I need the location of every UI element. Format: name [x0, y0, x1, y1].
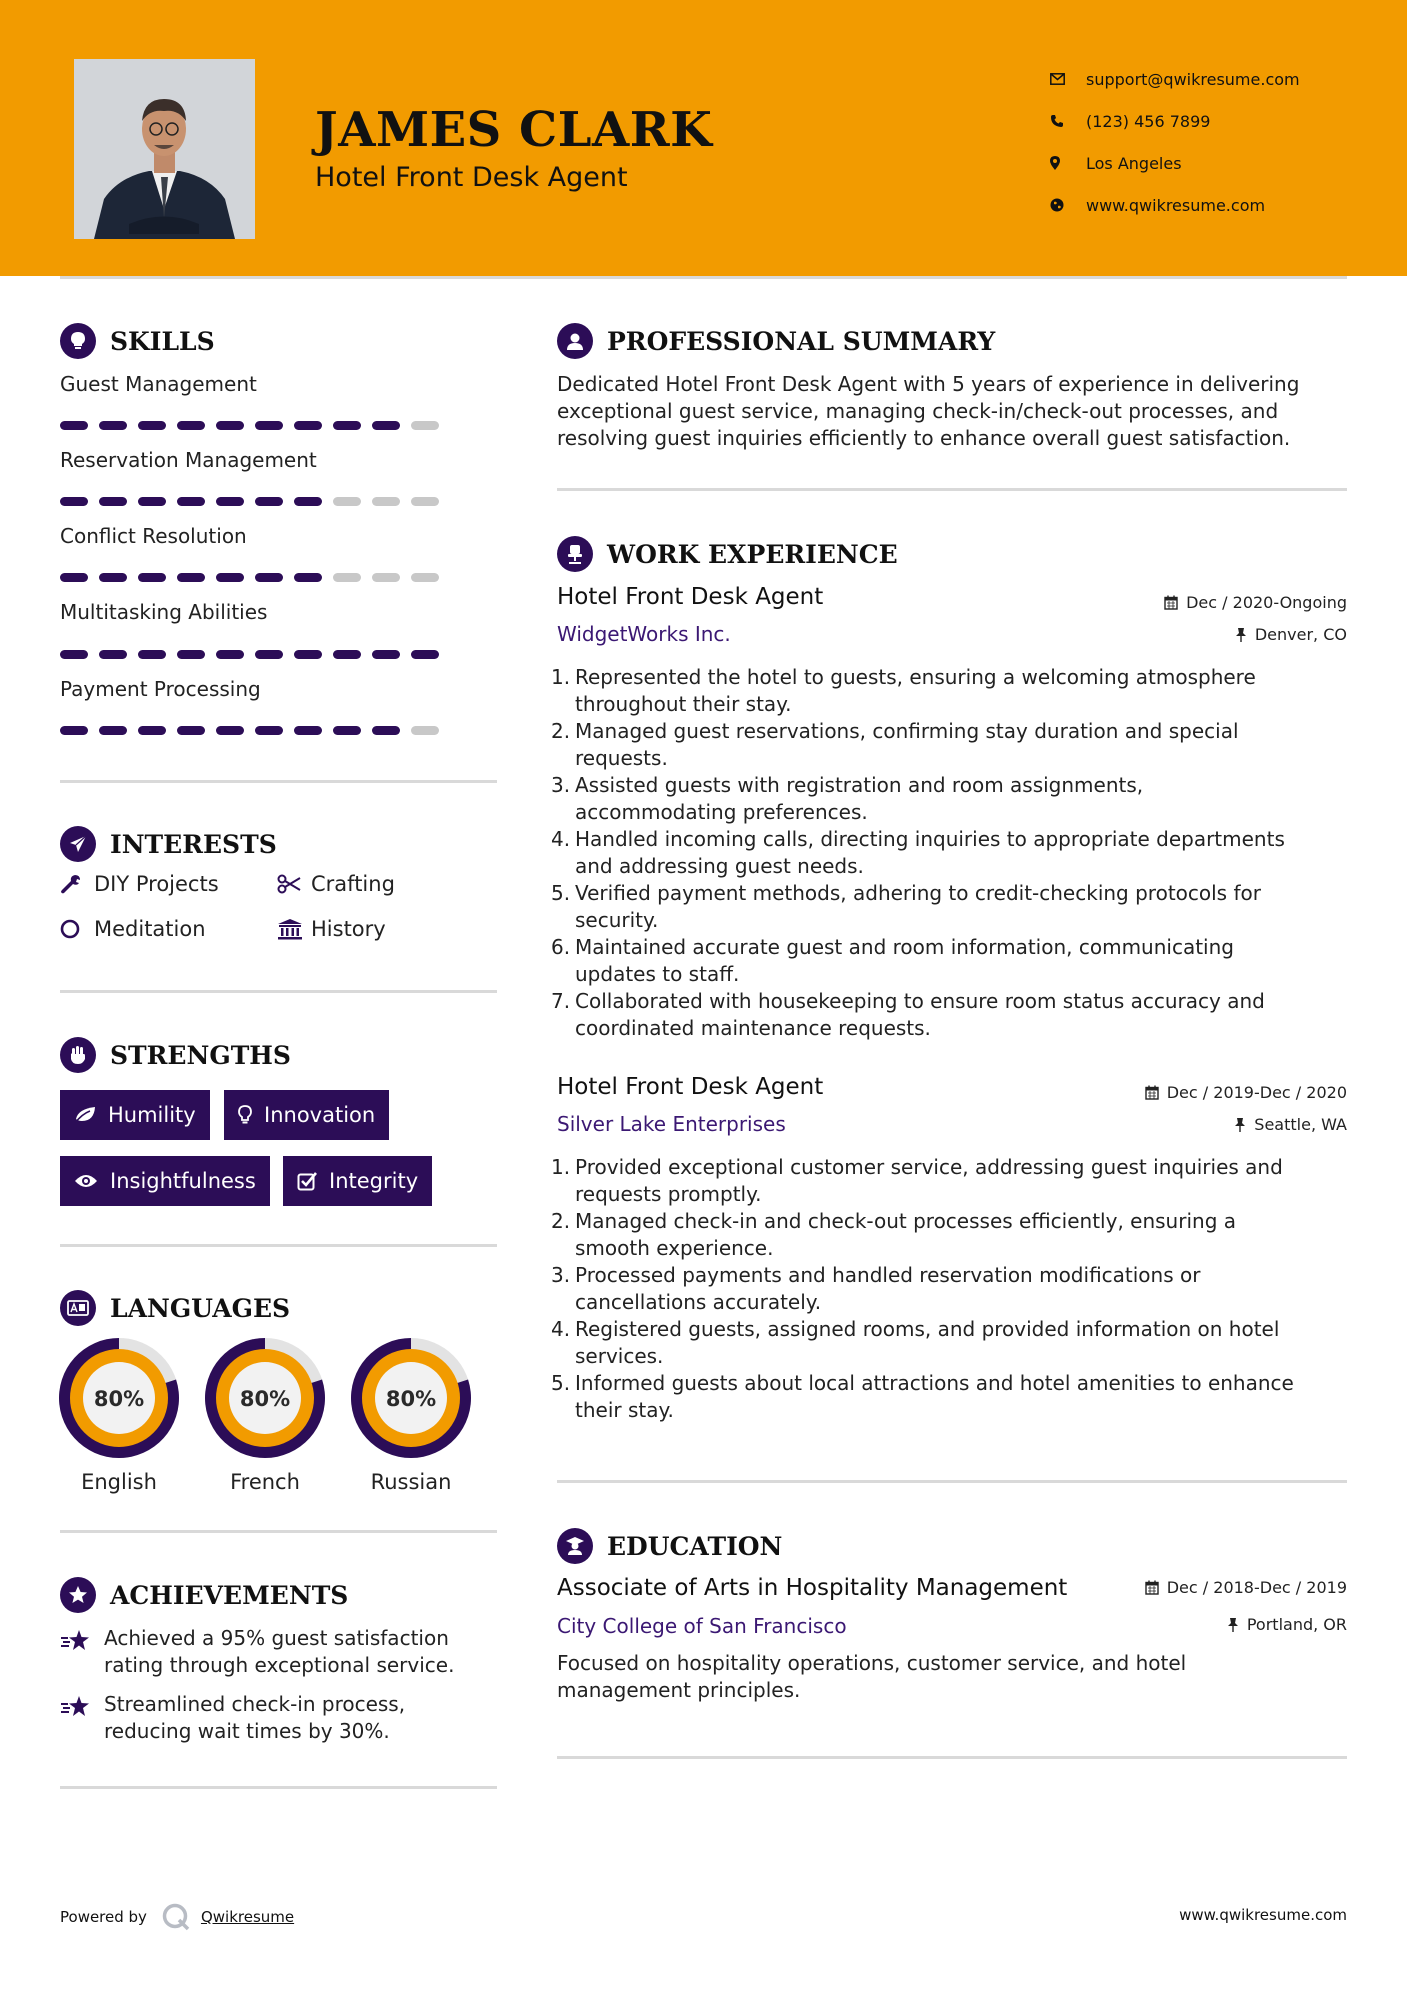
star-badge-icon: [60, 1577, 96, 1613]
section-divider: [60, 1530, 497, 1533]
contact-website[interactable]: [1050, 184, 1300, 226]
skill-dash-empty: [372, 573, 400, 582]
paper-plane-icon: [60, 826, 96, 862]
section-divider: [557, 1756, 1347, 1759]
job-location-text: Seattle, WA: [1254, 1115, 1347, 1134]
pushpin-icon: [1234, 1117, 1246, 1133]
summary-text: [557, 371, 1299, 452]
eye-icon: [74, 1173, 98, 1189]
strength-label: Humility: [108, 1103, 196, 1127]
phone-icon: [1050, 114, 1086, 128]
duty-item: 6. Maintained accurate guest and room information, communicating updates to staff.: [551, 935, 1234, 986]
language-label: French: [230, 1470, 300, 1494]
summary-line: resolving guest inquiries efficiently to enhance overall guest satisfaction.: [557, 426, 1291, 450]
company-name: Silver Lake Enterprises: [557, 1112, 786, 1136]
skill-label: Multitasking Abilities: [60, 600, 268, 624]
pushpin-icon: [1227, 1617, 1239, 1633]
header-divider: [60, 276, 1347, 279]
section-divider: [60, 780, 497, 783]
skill-dash-filled: [60, 573, 88, 582]
section-divider: [60, 1786, 497, 1789]
job-location: [1235, 625, 1347, 644]
school-name: City College of San Francisco: [557, 1614, 847, 1638]
contact-email-text: support@qwikresume.com: [1086, 69, 1300, 89]
duty-item: 4. Registered guests, assigned rooms, and provided information on hotel services.: [551, 1317, 1280, 1368]
duty-item: 4. Handled incoming calls, directing inquiries to appropriate departments and addressing guest needs.: [551, 827, 1285, 878]
skills-title: SKILLS: [110, 326, 215, 356]
interest-label: DIY Projects: [94, 872, 219, 896]
interests-heading: [60, 826, 277, 862]
strength-tag: [60, 1156, 270, 1206]
skill-dash-filled: [177, 650, 205, 659]
skill-label: Reservation Management: [60, 448, 317, 472]
contact-phone-text: (123) 456 7899: [1086, 111, 1211, 131]
skill-dash-filled: [372, 650, 400, 659]
skill-dash-empty: [411, 726, 439, 735]
strength-tag: [60, 1090, 210, 1140]
pushpin-icon: [1235, 627, 1247, 643]
candidate-role: Hotel Front Desk Agent: [315, 162, 628, 193]
wrench-icon: [60, 873, 94, 895]
duty-item: 1. Provided exceptional customer service, addressing guest inquiries and requests promptly.: [551, 1155, 1283, 1206]
envelope-icon: [1050, 73, 1086, 85]
skill-dash-filled: [60, 421, 88, 430]
interest-label: Meditation: [94, 917, 206, 941]
language-percent: 80%: [239, 1387, 291, 1411]
skill-dash-empty: [411, 421, 439, 430]
skill-dash-filled: [294, 650, 322, 659]
resume-header: [0, 0, 1407, 276]
summary-heading: [557, 323, 995, 359]
calendar-icon: [1164, 595, 1178, 610]
skill-dash-filled: [294, 497, 322, 506]
language-item: [349, 1336, 473, 1494]
user-icon: [557, 323, 593, 359]
achievements-title: ACHIEVEMENTS: [110, 1580, 349, 1610]
office-chair-icon: [557, 536, 593, 572]
language-percent: 80%: [385, 1387, 437, 1411]
skill-dash-filled: [138, 650, 166, 659]
circle-icon: [60, 918, 94, 940]
profile-photo: [74, 59, 255, 239]
contact-email[interactable]: [1050, 58, 1300, 100]
skill-dash-filled: [294, 573, 322, 582]
strength-tag: [224, 1090, 389, 1140]
lightbulb-icon: [60, 323, 96, 359]
skill-dash-filled: [216, 726, 244, 735]
strength-label: Insightfulness: [110, 1169, 256, 1193]
interest-label: History: [311, 917, 386, 941]
skill-bar: [60, 573, 450, 582]
lightbulb-icon: [238, 1105, 252, 1125]
languages-title: LANGUAGES: [110, 1293, 291, 1323]
job-date: [1145, 1083, 1347, 1102]
skill-bar: [60, 497, 450, 506]
duty-item: 1. Represented the hotel to guests, ensuring a welcoming atmosphere throughout their stay.: [551, 665, 1256, 716]
interest-item: [277, 872, 395, 896]
skill-dash-filled: [138, 497, 166, 506]
interest-item: [60, 917, 206, 941]
language-gauge: [203, 1336, 327, 1460]
duty-item: 7. Collaborated with housekeeping to ensure room status accuracy and coordinated maintenance requests.: [551, 989, 1265, 1040]
education-location: [1227, 1615, 1347, 1634]
duty-item: 3. Assisted guests with registration and room assignments, accommodating preferences.: [551, 773, 1144, 824]
skill-label: Guest Management: [60, 372, 257, 396]
job-title: Hotel Front Desk Agent: [557, 584, 824, 610]
job-duties-list: [551, 1154, 1337, 1424]
skill-dash-filled: [177, 726, 205, 735]
contact-location-text: Los Angeles: [1086, 153, 1182, 173]
job-location-text: Denver, CO: [1254, 625, 1347, 644]
language-item: [203, 1336, 327, 1494]
skill-dash-filled: [138, 421, 166, 430]
achievement-text: Achieved a 95% guest satisfaction: [104, 1626, 449, 1650]
strengths-title: STRENGTHS: [110, 1040, 291, 1070]
skill-label: Conflict Resolution: [60, 524, 247, 548]
footer-powered-by: [60, 1902, 294, 1932]
contact-location: [1050, 142, 1300, 184]
calendar-icon: [1145, 1085, 1159, 1100]
skill-dash-filled: [60, 497, 88, 506]
section-divider: [60, 990, 497, 993]
skill-dash-filled: [99, 421, 127, 430]
skill-dash-filled: [99, 573, 127, 582]
fist-icon: [60, 1037, 96, 1073]
skill-dash-empty: [333, 573, 361, 582]
duty-item: 2. Managed check-in and check-out processes efficiently, ensuring a smooth experience.: [551, 1209, 1236, 1260]
duty-item: 5. Informed guests about local attractions and hotel amenities to enhance their stay.: [551, 1371, 1294, 1422]
job-date: [1164, 593, 1347, 612]
shooting-star-icon: [60, 1625, 104, 1679]
powered-by-text: Powered by: [60, 1908, 147, 1926]
interest-item: [60, 872, 219, 896]
education-line: Focused on hospitality operations, customer service, and hotel: [557, 1651, 1187, 1675]
achievement-item: [60, 1691, 405, 1745]
language-icon: [60, 1290, 96, 1326]
duty-item: 2. Managed guest reservations, confirming stay duration and special requests.: [551, 719, 1239, 770]
skill-dash-filled: [138, 573, 166, 582]
education-date-text: Dec / 2018-Dec / 2019: [1166, 1578, 1347, 1597]
language-label: English: [81, 1470, 157, 1494]
skills-heading: [60, 323, 215, 359]
achievement-text: Streamlined check-in process,: [104, 1692, 406, 1716]
skill-dash-filled: [255, 573, 283, 582]
experience-heading: [557, 536, 898, 572]
skill-dash-filled: [99, 726, 127, 735]
education-date: [1145, 1578, 1347, 1597]
strengths-heading: [60, 1037, 291, 1073]
education-title: EDUCATION: [607, 1531, 783, 1561]
experience-title: WORK EXPERIENCE: [607, 539, 898, 569]
footer-url[interactable]: www.qwikresume.com: [1179, 1906, 1347, 1924]
skill-dash-empty: [411, 573, 439, 582]
language-gauge: [57, 1336, 181, 1460]
skill-dash-filled: [333, 421, 361, 430]
skill-bar: [60, 421, 450, 430]
qwikresume-link[interactable]: Qwikresume: [200, 1908, 295, 1926]
skill-dash-filled: [333, 726, 361, 735]
education-description: [557, 1650, 1186, 1704]
degree-title: Associate of Arts in Hospitality Management: [557, 1575, 1068, 1601]
skill-dash-filled: [60, 726, 88, 735]
skill-dash-filled: [255, 497, 283, 506]
skill-dash-empty: [333, 497, 361, 506]
globe-icon: [1050, 198, 1086, 212]
skill-dash-filled: [177, 573, 205, 582]
contact-phone[interactable]: [1050, 100, 1300, 142]
language-percent: 80%: [93, 1387, 145, 1411]
job-date-text: Dec / 2019-Dec / 2020: [1166, 1083, 1347, 1102]
skill-dash-filled: [138, 726, 166, 735]
map-marker-icon: [1050, 156, 1086, 170]
language-item: [57, 1336, 181, 1494]
leaf-icon: [74, 1106, 96, 1124]
interest-label: Crafting: [311, 872, 395, 896]
skill-dash-filled: [216, 650, 244, 659]
skill-bar: [60, 726, 450, 735]
achievement-text: reducing wait times by 30%.: [104, 1719, 390, 1743]
skill-dash-filled: [372, 726, 400, 735]
duty-item: 3. Processed payments and handled reservation modifications or cancellations accurately.: [551, 1263, 1201, 1314]
job-duties-list: [551, 664, 1337, 1042]
skill-dash-empty: [372, 497, 400, 506]
language-gauge: [349, 1336, 473, 1460]
interests-title: INTERESTS: [110, 829, 277, 859]
skill-dash-filled: [294, 726, 322, 735]
company-name: WidgetWorks Inc.: [557, 622, 731, 646]
languages-heading: [60, 1290, 290, 1326]
education-heading: [557, 1528, 782, 1564]
education-line: management principles.: [557, 1678, 801, 1702]
achievement-item: [60, 1625, 454, 1679]
scissors-icon: [277, 874, 311, 894]
skill-dash-filled: [99, 650, 127, 659]
museum-icon: [277, 918, 311, 940]
skill-dash-filled: [177, 421, 205, 430]
skill-dash-filled: [216, 573, 244, 582]
contact-website-text: www.qwikresume.com: [1086, 195, 1266, 215]
graduate-icon: [557, 1528, 593, 1564]
skill-dash-filled: [294, 421, 322, 430]
achievement-text: rating through exceptional service.: [104, 1653, 455, 1677]
skill-dash-filled: [255, 726, 283, 735]
candidate-name: JAMES CLARK: [315, 102, 713, 158]
skill-dash-filled: [372, 421, 400, 430]
skill-bar: [60, 650, 450, 659]
skill-dash-filled: [255, 650, 283, 659]
section-divider: [557, 488, 1347, 491]
summary-line: Dedicated Hotel Front Desk Agent with 5 years of experience in delivering: [557, 372, 1300, 396]
strength-label: Integrity: [329, 1169, 419, 1193]
interest-item: [277, 917, 386, 941]
skill-dash-empty: [411, 497, 439, 506]
skill-dash-filled: [60, 650, 88, 659]
skill-dash-filled: [216, 497, 244, 506]
achievements-heading: [60, 1577, 348, 1613]
qwikresume-logo-icon: [161, 1902, 191, 1932]
job-date-text: Dec / 2020-Ongoing: [1186, 593, 1347, 612]
duty-item: 5. Verified payment methods, adhering to credit-checking protocols for security.: [551, 881, 1261, 932]
job-title: Hotel Front Desk Agent: [557, 1074, 824, 1100]
skill-dash-filled: [255, 421, 283, 430]
summary-title: PROFESSIONAL SUMMARY: [607, 326, 996, 356]
check-square-icon: [297, 1171, 317, 1191]
calendar-icon: [1145, 1580, 1159, 1595]
strength-label: Innovation: [264, 1103, 376, 1127]
skill-dash-filled: [99, 497, 127, 506]
section-divider: [60, 1244, 497, 1247]
language-label: Russian: [370, 1470, 452, 1494]
section-divider: [557, 1480, 1347, 1483]
job-location: [1234, 1115, 1347, 1134]
shooting-star-icon: [60, 1691, 104, 1745]
skill-label: Payment Processing: [60, 677, 261, 701]
education-location-text: Portland, OR: [1246, 1615, 1347, 1634]
skill-dash-filled: [333, 650, 361, 659]
skill-dash-filled: [177, 497, 205, 506]
strength-tag: [283, 1156, 432, 1206]
summary-line: exceptional guest service, managing check-in/check-out processes, and: [557, 399, 1279, 423]
contact-list: [1050, 58, 1300, 226]
skill-dash-filled: [411, 650, 439, 659]
skill-dash-filled: [216, 421, 244, 430]
